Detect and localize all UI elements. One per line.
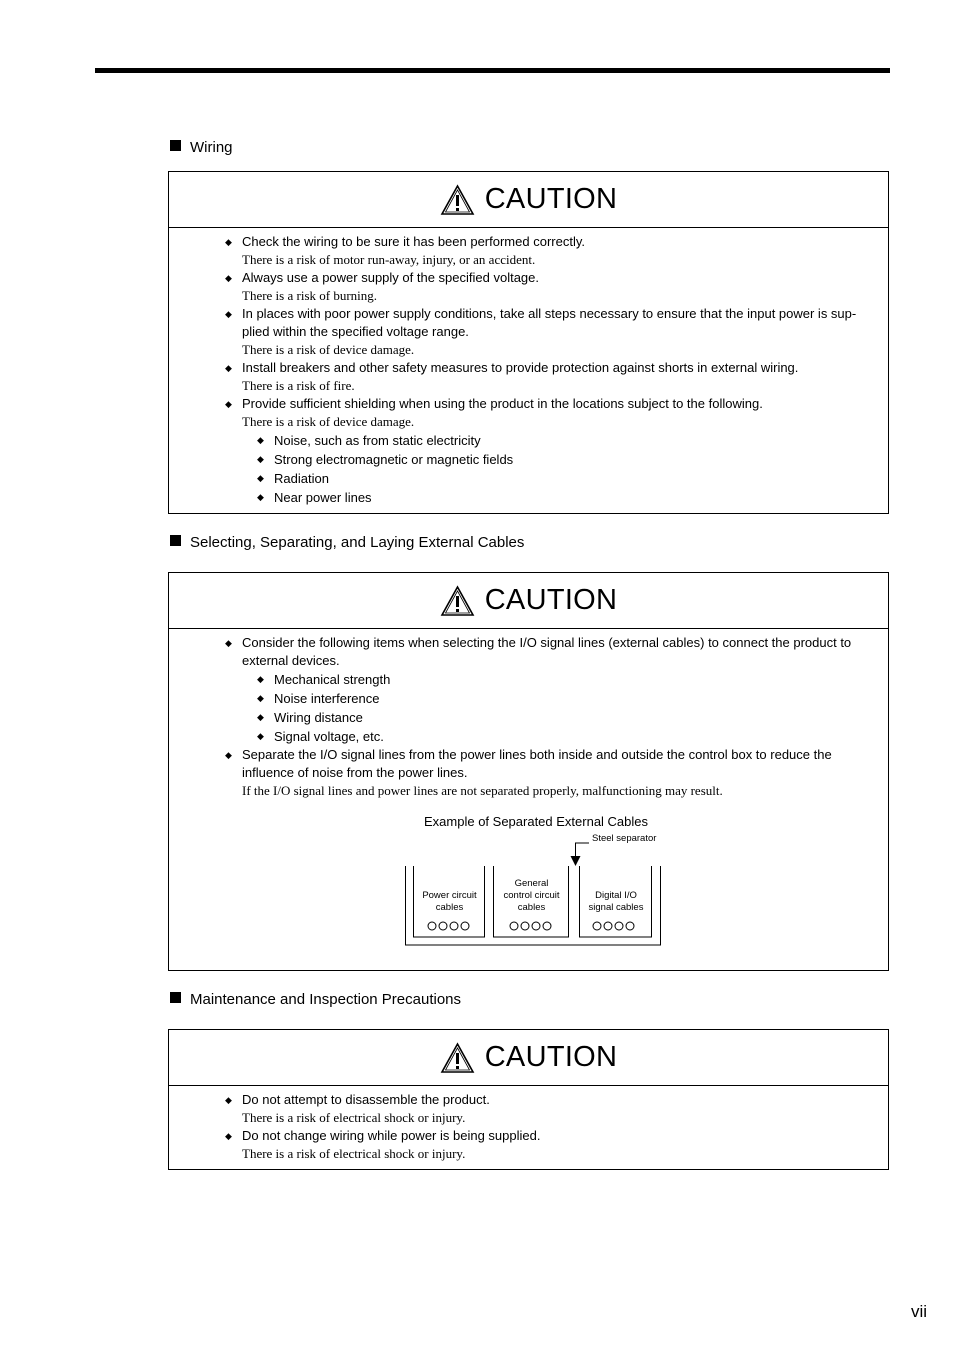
diamond-bullet-icon: ◆ bbox=[257, 674, 264, 684]
label-line: cables bbox=[517, 902, 546, 913]
header-rule bbox=[95, 68, 890, 73]
sub-item bbox=[257, 708, 880, 727]
sub-item bbox=[257, 431, 880, 450]
item-text: Do not change wiring while power is being supplied. bbox=[242, 1128, 541, 1143]
diamond-bullet-icon: ◆ bbox=[225, 399, 232, 409]
list-item bbox=[225, 634, 880, 746]
label-line: General bbox=[514, 878, 549, 889]
section-heading-maintenance bbox=[170, 991, 461, 1008]
diamond-bullet-icon: ◆ bbox=[257, 435, 264, 445]
caution-label: CAUTION bbox=[484, 584, 618, 616]
caution-label: CAUTION bbox=[484, 183, 618, 215]
sub-item-text: Near power lines bbox=[274, 490, 372, 505]
item-text: Separate the I/O signal lines from the power lines both inside and outside the control box to reduce the bbox=[242, 747, 832, 762]
list-item bbox=[225, 746, 880, 800]
diamond-bullet-icon: ◆ bbox=[257, 693, 264, 703]
item-text: Always use a power supply of the specified voltage. bbox=[242, 270, 540, 285]
separator-arrow-line bbox=[576, 843, 590, 856]
warning-triangle-icon bbox=[440, 184, 475, 216]
item-text: Install breakers and other safety measures to provide protection against shorts in external wiring. bbox=[242, 360, 799, 375]
sub-item bbox=[257, 727, 880, 746]
item-text: Check the wiring to be sure it has been performed correctly. bbox=[242, 234, 585, 249]
sub-item-text: Mechanical strength bbox=[274, 672, 391, 687]
caution-body bbox=[169, 1086, 888, 1169]
item-text: Do not attempt to disassemble the product. bbox=[242, 1092, 490, 1107]
caution-body bbox=[169, 228, 888, 513]
list-item bbox=[225, 269, 880, 305]
caution-box-maintenance bbox=[168, 1029, 889, 1170]
sub-item-text: Wiring distance bbox=[274, 710, 363, 725]
item-note: There is a risk of fire. bbox=[242, 378, 355, 393]
diamond-bullet-icon: ◆ bbox=[225, 273, 232, 283]
cable-separation-diagram bbox=[242, 800, 880, 960]
diamond-bullet-icon: ◆ bbox=[257, 731, 264, 741]
square-bullet-icon bbox=[170, 535, 181, 546]
cable-circles-3 bbox=[593, 922, 634, 930]
sub-item-text: Noise, such as from static electricity bbox=[274, 433, 481, 448]
diamond-bullet-icon: ◆ bbox=[225, 1095, 232, 1105]
list-item bbox=[225, 359, 880, 395]
section-title: Selecting, Separating, and Laying External Cables bbox=[190, 534, 525, 551]
section-title: Wiring bbox=[190, 139, 233, 156]
item-text: Provide sufficient shielding when using the product in the locations subject to the following. bbox=[242, 396, 763, 411]
diamond-bullet-icon: ◆ bbox=[225, 363, 232, 373]
sub-item bbox=[257, 469, 880, 488]
diamond-bullet-icon: ◆ bbox=[257, 492, 264, 502]
sub-item bbox=[257, 450, 880, 469]
caution-header bbox=[169, 172, 888, 228]
caution-header bbox=[169, 573, 888, 629]
warning-triangle-icon bbox=[440, 585, 475, 617]
section-heading-wiring bbox=[170, 139, 233, 156]
item-note: There is a risk of motor run-away, injury, or an accident. bbox=[242, 252, 536, 267]
section-heading-cables bbox=[170, 534, 524, 551]
item-note: There is a risk of device damage. bbox=[242, 342, 415, 357]
caution-body bbox=[169, 629, 888, 966]
item-note: If the I/O signal lines and power lines are not separated properly, malfunctioning may result. bbox=[242, 783, 723, 798]
caution-box-cables bbox=[168, 572, 889, 971]
sub-item bbox=[257, 689, 880, 708]
page-number: vii bbox=[911, 1302, 928, 1321]
compartment-label-digital bbox=[580, 890, 652, 914]
diamond-bullet-icon: ◆ bbox=[225, 638, 232, 648]
item-text-cont: influence of noise from the power lines. bbox=[242, 765, 468, 780]
list-item bbox=[225, 305, 880, 359]
sub-item-text: Noise interference bbox=[274, 691, 380, 706]
item-note: There is a risk of device damage. bbox=[242, 414, 415, 429]
cable-circles-1 bbox=[428, 922, 469, 930]
caution-header bbox=[169, 1030, 888, 1086]
label-line: Digital I/O bbox=[595, 890, 637, 901]
caution-box-wiring bbox=[168, 171, 889, 514]
item-note: There is a risk of electrical shock or injury. bbox=[242, 1146, 466, 1161]
section-title: Maintenance and Inspection Precautions bbox=[190, 991, 462, 1008]
item-text-cont: external devices. bbox=[242, 653, 340, 668]
item-text: In places with poor power supply conditions, take all steps necessary to ensure that the input power is sup- bbox=[242, 306, 857, 321]
separator-arrowhead bbox=[571, 856, 581, 866]
square-bullet-icon bbox=[170, 140, 181, 151]
diamond-bullet-icon: ◆ bbox=[257, 712, 264, 722]
diagram-title: Example of Separated External Cables bbox=[424, 814, 649, 829]
diamond-bullet-icon: ◆ bbox=[257, 454, 264, 464]
sub-item-text: Signal voltage, etc. bbox=[274, 729, 384, 744]
label-line: Power circuit bbox=[422, 890, 477, 901]
warning-triangle-icon bbox=[440, 1042, 475, 1074]
diamond-bullet-icon: ◆ bbox=[225, 309, 232, 319]
cable-circles-2 bbox=[510, 922, 551, 930]
label-line: control circuit bbox=[503, 890, 560, 901]
diamond-bullet-icon: ◆ bbox=[225, 237, 232, 247]
item-text: Consider the following items when selecting the I/O signal lines (external cables) to connect the product to bbox=[242, 635, 852, 650]
sub-item-text: Radiation bbox=[274, 471, 329, 486]
label-line: cables bbox=[435, 902, 464, 913]
compartment-label-general bbox=[494, 878, 569, 914]
diamond-bullet-icon: ◆ bbox=[257, 473, 264, 483]
caution-label: CAUTION bbox=[484, 1041, 618, 1073]
list-item bbox=[225, 233, 880, 269]
square-bullet-icon bbox=[170, 992, 181, 1003]
sub-item bbox=[257, 488, 880, 507]
compartment-label-power bbox=[414, 890, 485, 914]
item-text-cont: plied within the specified voltage range. bbox=[242, 324, 469, 339]
sub-item-text: Strong electromagnetic or magnetic fields bbox=[274, 452, 514, 467]
diamond-bullet-icon: ◆ bbox=[225, 1131, 232, 1141]
item-note: There is a risk of burning. bbox=[242, 288, 378, 303]
item-note: There is a risk of electrical shock or injury. bbox=[242, 1110, 466, 1125]
list-item bbox=[225, 1091, 880, 1127]
list-item bbox=[225, 1127, 880, 1163]
label-line: signal cables bbox=[588, 902, 644, 913]
diamond-bullet-icon: ◆ bbox=[225, 750, 232, 760]
separator-label: Steel separator bbox=[592, 833, 657, 844]
sub-item bbox=[257, 670, 880, 689]
list-item bbox=[225, 395, 880, 507]
